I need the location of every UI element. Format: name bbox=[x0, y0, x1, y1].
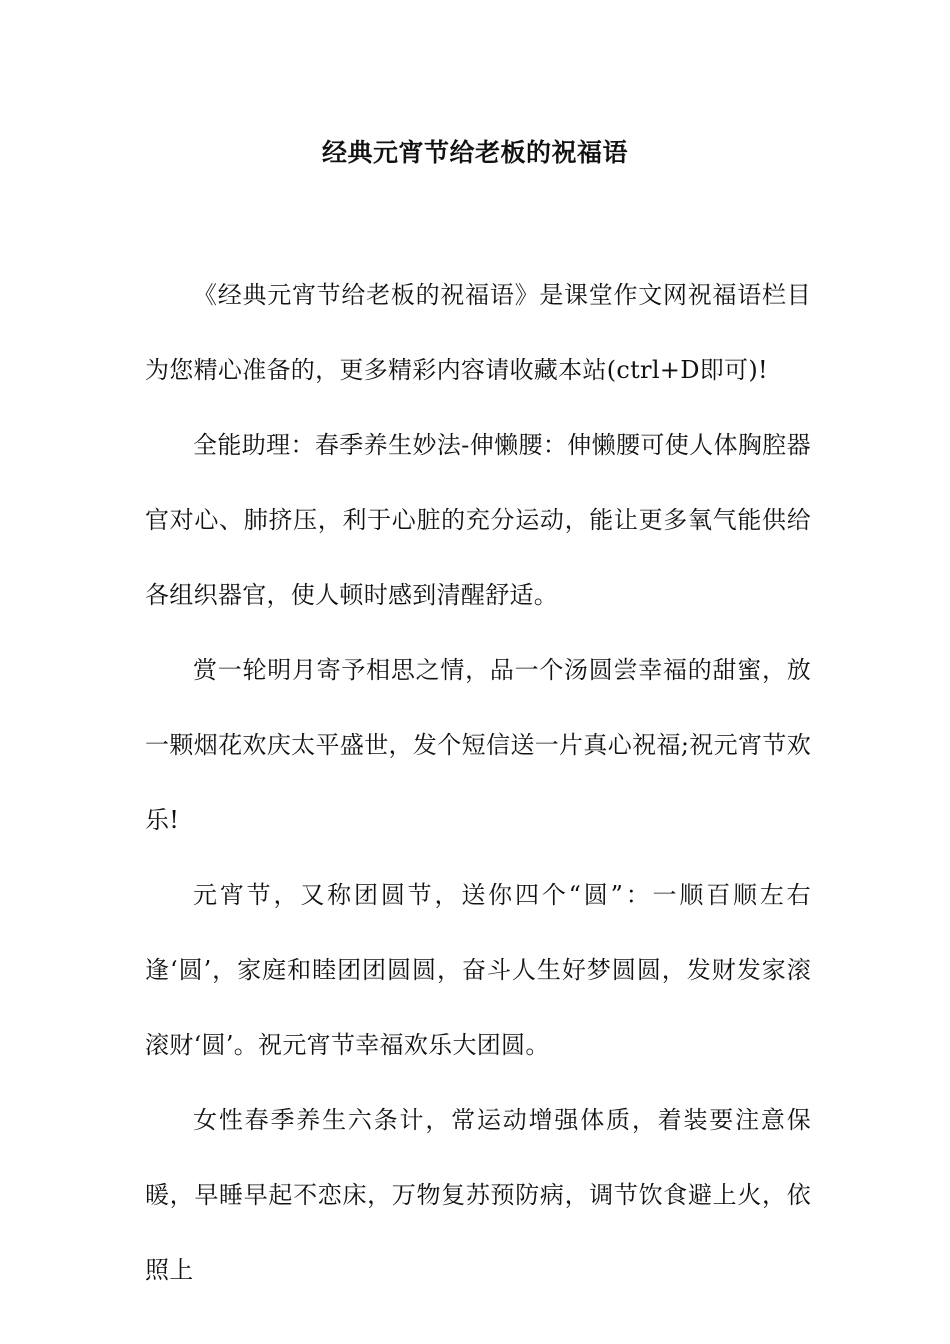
document-title: 经典元宵节给老板的祝福语 bbox=[321, 138, 628, 167]
paragraph-intro: 《经典元宵节给老板的祝福语》是课堂作文网祝福语栏目为您精心准备的，更多精彩内容请收藏本站(ctrl+D即可)! bbox=[145, 281, 811, 384]
paragraph-reunion-greeting: 元宵节，又称团圆节，送你四个“圆”：一顺百顺左右逢‘圆’，家庭和睦团团圆圆，奋斗人生好梦圆圆，发财发家滚滚财‘圆’。祝元宵节幸福欢乐大团圆。 bbox=[145, 881, 811, 1059]
paragraph-spring-health: 女性春季养生六条计，常运动增强体质，着装要注意保暖，早睡早起不恋床，万物复苏预防病，调节饮食避上火，依照上 bbox=[145, 1106, 811, 1284]
paragraph-health-tip: 全能助理：春季养生妙法-伸懒腰：伸懒腰可使人体胸腔器官对心、肺挤压，利于心脏的充分运动，能让更多氧气能供给各组织器官，使人顿时感到清醒舒适。 bbox=[145, 431, 811, 609]
document-body bbox=[145, 258, 811, 1308]
paragraph-moon-greeting: 赏一轮明月寄予相思之情，品一个汤圆尝幸福的甜蜜，放一颗烟花欢庆太平盛世，发个短信送一片真心祝福;祝元宵节欢乐! bbox=[145, 656, 811, 834]
